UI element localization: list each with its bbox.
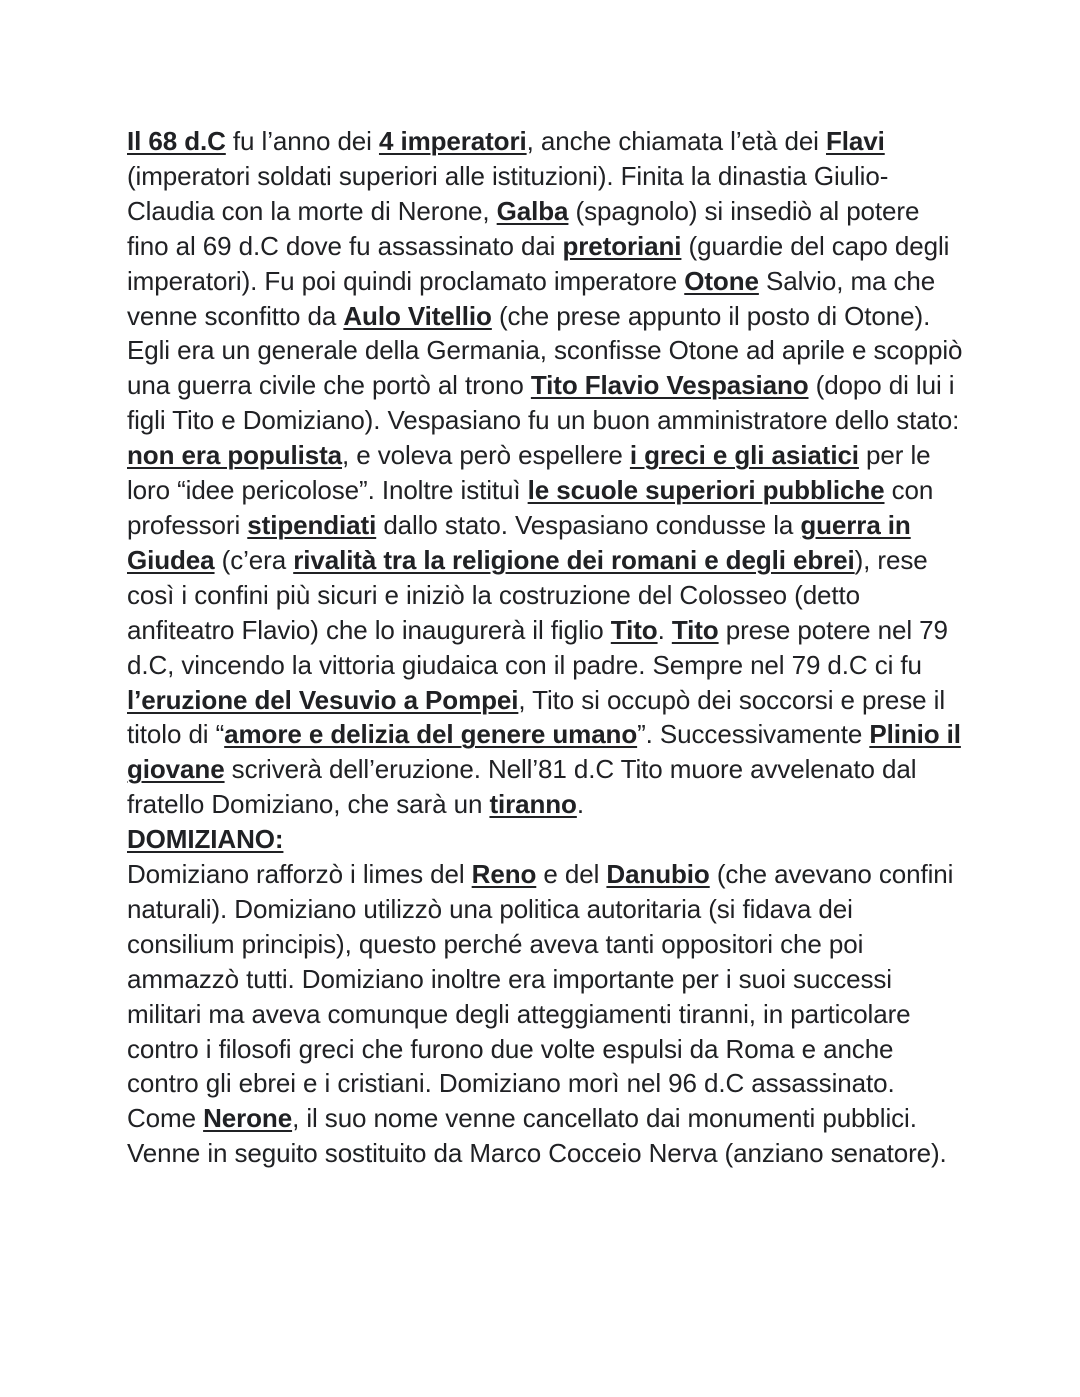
highlighted-term: Plinio il giovane — [127, 719, 961, 785]
paragraph — [127, 124, 967, 822]
text-run: , Tito si occupò dei soccorsi e prese il titolo di “ — [127, 684, 945, 750]
section-heading-domiziano — [127, 822, 967, 857]
text-run: (spagnolo) si insediò al potere fino al 69 d.C dove fu assassinato dai — [127, 195, 920, 261]
highlighted-term: Flavi — [825, 126, 885, 156]
highlighted-term: DOMIZIANO: — [127, 824, 284, 855]
text-run: Salvio, ma che venne sconfitto da — [127, 265, 936, 331]
text-run: . — [576, 789, 584, 820]
highlighted-term: stipendiati — [247, 509, 377, 540]
highlighted-term: Galba — [496, 195, 569, 226]
highlighted-term: guerra in Giudea — [127, 509, 911, 575]
highlighted-term: i greci e gli asiatici — [629, 440, 859, 471]
text-run: (che avevano confini naturali). Domiziano utilizzò una politica autoritaria (si fidava dei consilium principis), questo perché aveva tanti oppositori che poi ammazzò tutti. Domiziano inoltre era importante per i suoi successi militari ma aveva comunque degli atteggiamenti tiranni, in particolare contro i filosofi greci che furono due volte espulsi da Roma e anche contro gli ebrei e i cristiani. Domiziano morì nel 96 d.C assassinato. Come — [127, 859, 954, 1134]
text-run: fu l’anno dei — [225, 126, 379, 156]
text-run: con professori — [127, 475, 934, 540]
highlighted-term: Reno — [471, 859, 537, 890]
highlighted-term: Nerone — [203, 1103, 293, 1134]
highlighted-term: rivalità tra la religione dei romani e degli ebrei — [293, 544, 855, 575]
text-run: (c’era — [214, 544, 294, 575]
highlighted-term: l’eruzione del Vesuvio a Pompei — [127, 684, 519, 715]
highlighted-term: Tito Flavio Vespasiano — [530, 370, 809, 401]
highlighted-term: 4 imperatori — [378, 126, 527, 156]
paragraph — [127, 857, 967, 1171]
document-page — [127, 124, 967, 1171]
text-run: (guardie del capo degli imperatori). Fu poi quindi proclamato imperatore — [127, 230, 950, 296]
text-run: (imperatori soldati superiori alle istituzioni). Finita la dinastia Giulio-Claudia con la morte di Nerone, — [127, 160, 889, 226]
highlighted-term: Tito — [671, 614, 719, 645]
text-run: Domiziano rafforzò i limes del — [127, 859, 472, 890]
text-run: , e voleva però espellere — [341, 440, 630, 471]
text-run: prese potere nel 79 d.C, vincendo la vittoria giudaica con il padre. Sempre nel 79 d.C ci fu — [127, 614, 948, 680]
highlighted-term: le scuole superiori pubbliche — [527, 475, 885, 506]
highlighted-term: Otone — [684, 265, 759, 296]
text-run: . — [657, 614, 672, 645]
highlighted-term: pretoriani — [562, 230, 682, 261]
highlighted-term: amore e delizia del genere umano — [224, 719, 638, 750]
text-run: per le loro “idee pericolose”. Inoltre istituì — [127, 440, 931, 506]
highlighted-term: Il 68 d.C — [127, 126, 226, 156]
text-run: e del — [536, 859, 607, 890]
highlighted-term: Tito — [610, 614, 658, 645]
highlighted-term: non era populista — [127, 440, 342, 471]
text-run: (che prese appunto il posto di Otone). Egli era un generale della Germania, sconfisse Otone ad aprile e scoppiò una guerra civile che portò al trono — [127, 300, 963, 401]
text-run: ), rese così i confini più sicuri e iniziò la costruzione del Colosseo (detto anfiteatro Flavio) che lo inaugurerà il figlio — [127, 544, 928, 645]
text-run: dallo stato. Vespasiano condusse la — [376, 509, 801, 540]
text-run: (dopo di lui i figli Tito e Domiziano). Vespasiano fu un buon amministratore dello stato: — [127, 370, 960, 436]
text-run: ”. Successivamente — [637, 719, 870, 750]
highlighted-term: Danubio — [606, 859, 710, 890]
highlighted-term: tiranno — [489, 789, 577, 820]
text-run: scriverà dell’eruzione. Nell’81 d.C Tito muore avvelenato dal fratello Domiziano, che sarà un — [127, 754, 917, 820]
text-run: , anche chiamata l’età dei — [526, 126, 826, 156]
text-run: , il suo nome venne cancellato dai monumenti pubblici. Venne in seguito sostituito da Marco Cocceio Nerva (anziano senatore). — [127, 1103, 947, 1169]
highlighted-term: Aulo Vitellio — [343, 300, 492, 331]
